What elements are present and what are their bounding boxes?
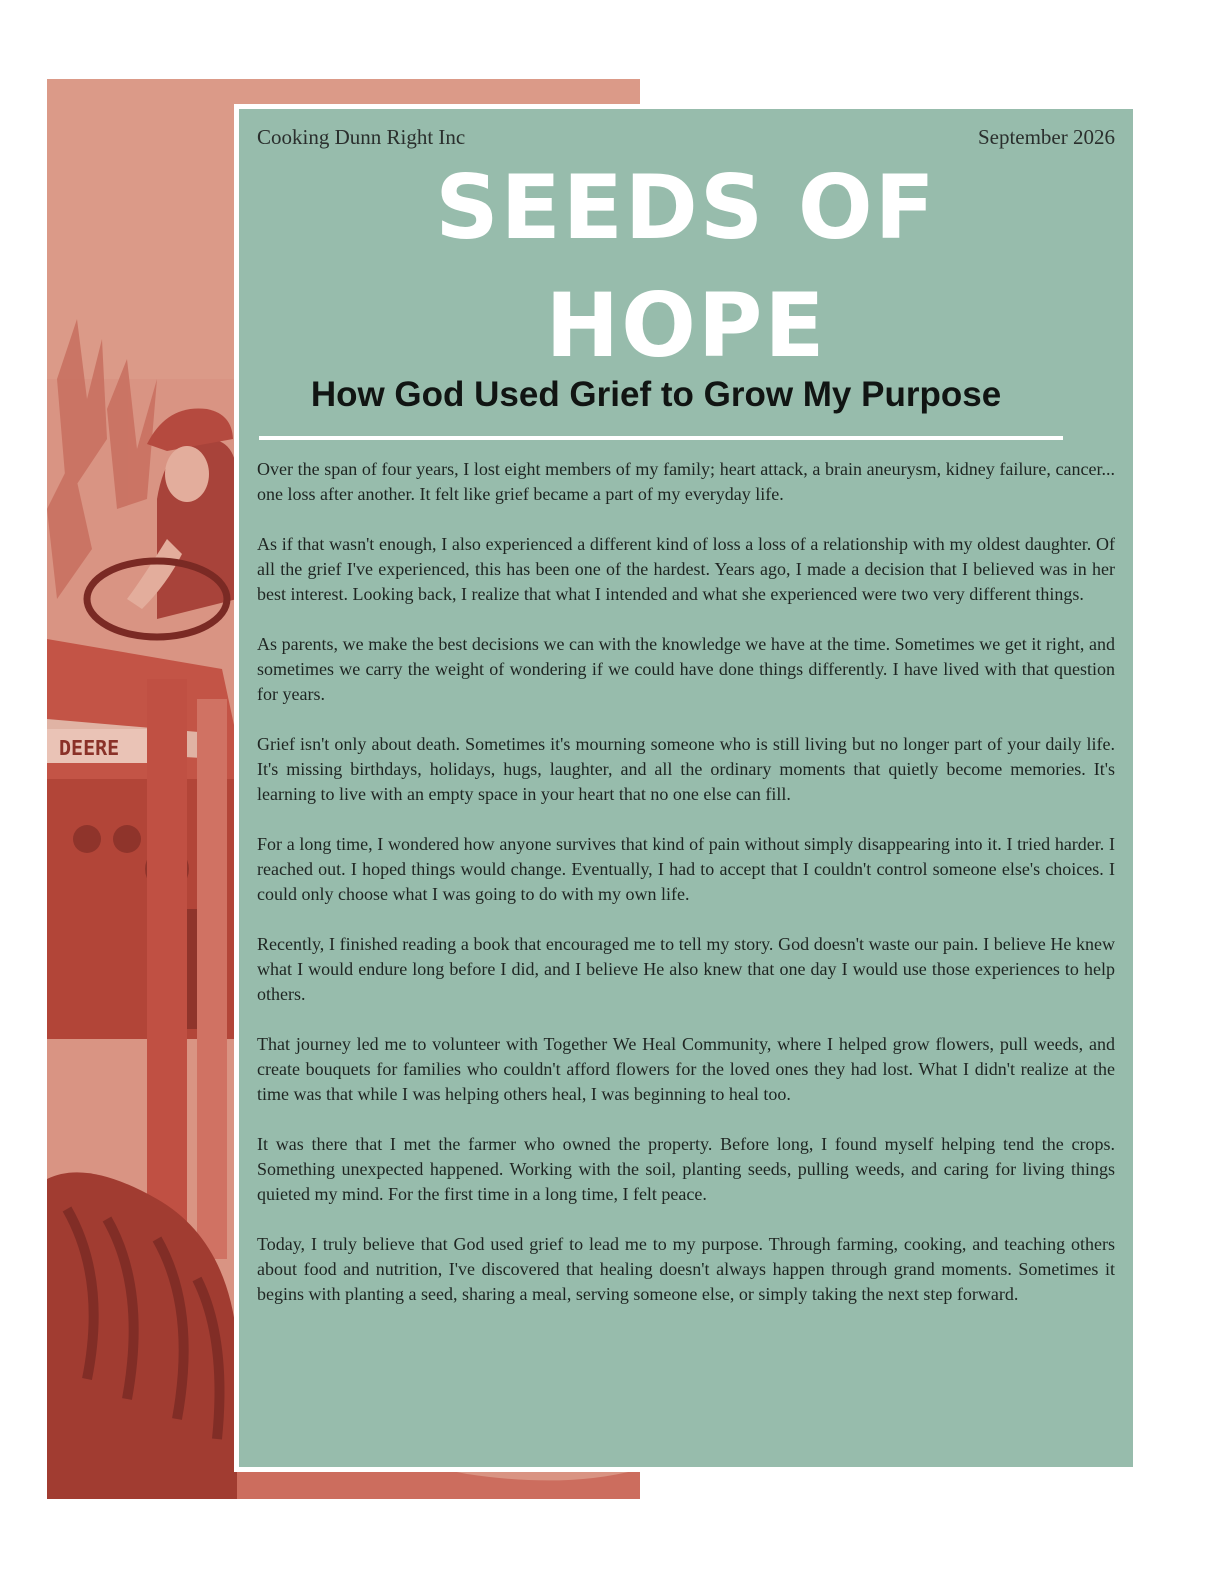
article-card	[234, 104, 1138, 1472]
article-card-body	[239, 109, 1133, 1467]
paragraph-5: For a long time, I wondered how anyone survives that kind of pain without simply disappearing into it. I tried harder. I reached out. I hoped things would change. Eventually, I had to accept that I couldn't control someone else's choices. I could only choose what I was going to do with my own life.	[257, 834, 1115, 904]
article-body	[257, 457, 1115, 1332]
title-line-2: HOPE	[545, 274, 827, 377]
paragraph-4: Grief isn't only about death. Sometimes it's mourning someone who is still living but no longer part of your daily life. It's missing birthdays, holidays, hugs, laughter, and all the ordinary moments that quietly become memories. It's learning to live with an empty space in your heart that no one else can fill.	[257, 734, 1115, 804]
paragraph-9: Today, I truly believe that God used grief to lead me to my purpose. Through farming, cooking, and teaching others about food and nutrition, I've discovered that healing doesn't always happen through grand moments. Sometimes it begins with planting a seed, sharing a meal, serving someone else, or simply taking the next step forward.	[257, 1234, 1115, 1304]
paragraph-8: It was there that I met the farmer who owned the property. Before long, I found myself helping tend the crops. Something unexpected happened. Working with the soil, planting seeds, pulling weeds, and caring for living things quieted my mind. For the first time in a long time, I felt peace.	[257, 1134, 1115, 1204]
paragraph-6: Recently, I finished reading a book that encouraged me to tell my story. God doesn't waste our pain. I believe He knew what I would endure long before I did, and I believe He also knew that one day I would use those experiences to help others.	[257, 934, 1115, 1004]
tractor-brand-label: DEERE	[59, 736, 120, 760]
paragraph-1: Over the span of four years, I lost eight members of my family; heart attack, a brain aneurysm, kidney failure, cancer... one loss after another. It felt like grief became a part of my everyday life.	[257, 459, 1115, 504]
article-subtitle: How God Used Grief to Grow My Purpose	[310, 375, 1002, 414]
title-line-1: SEEDS OF	[435, 156, 937, 259]
title-divider	[259, 436, 1063, 440]
article-title	[239, 149, 1133, 385]
paragraph-3: As parents, we make the best decisions we can with the knowledge we have at the time. Sometimes we get it right, and sometimes we carry the weight of wondering if we could have done things differently. I have lived with that question for years.	[257, 634, 1115, 704]
paragraph-7: That journey led me to volunteer with Together We Heal Community, where I helped grow flowers, pull weeds, and create bouquets for families who couldn't afford flowers for the loved ones they had lost. What I didn't realize at the time was that while I was helping others heal, I was beginning to heal too.	[257, 1034, 1115, 1104]
paragraph-2: As if that wasn't enough, I also experienced a different kind of loss a loss of a relationship with my oldest daughter. Of all the grief I've experienced, this has been one of the hardest. Years ago, I made a decision that I believed was in her best interest. Looking back, I realize that what I intended and what she experienced were two very different things.	[257, 534, 1115, 604]
company-name: Cooking Dunn Right Inc	[257, 125, 466, 149]
issue-date: September 2026	[977, 125, 1115, 149]
